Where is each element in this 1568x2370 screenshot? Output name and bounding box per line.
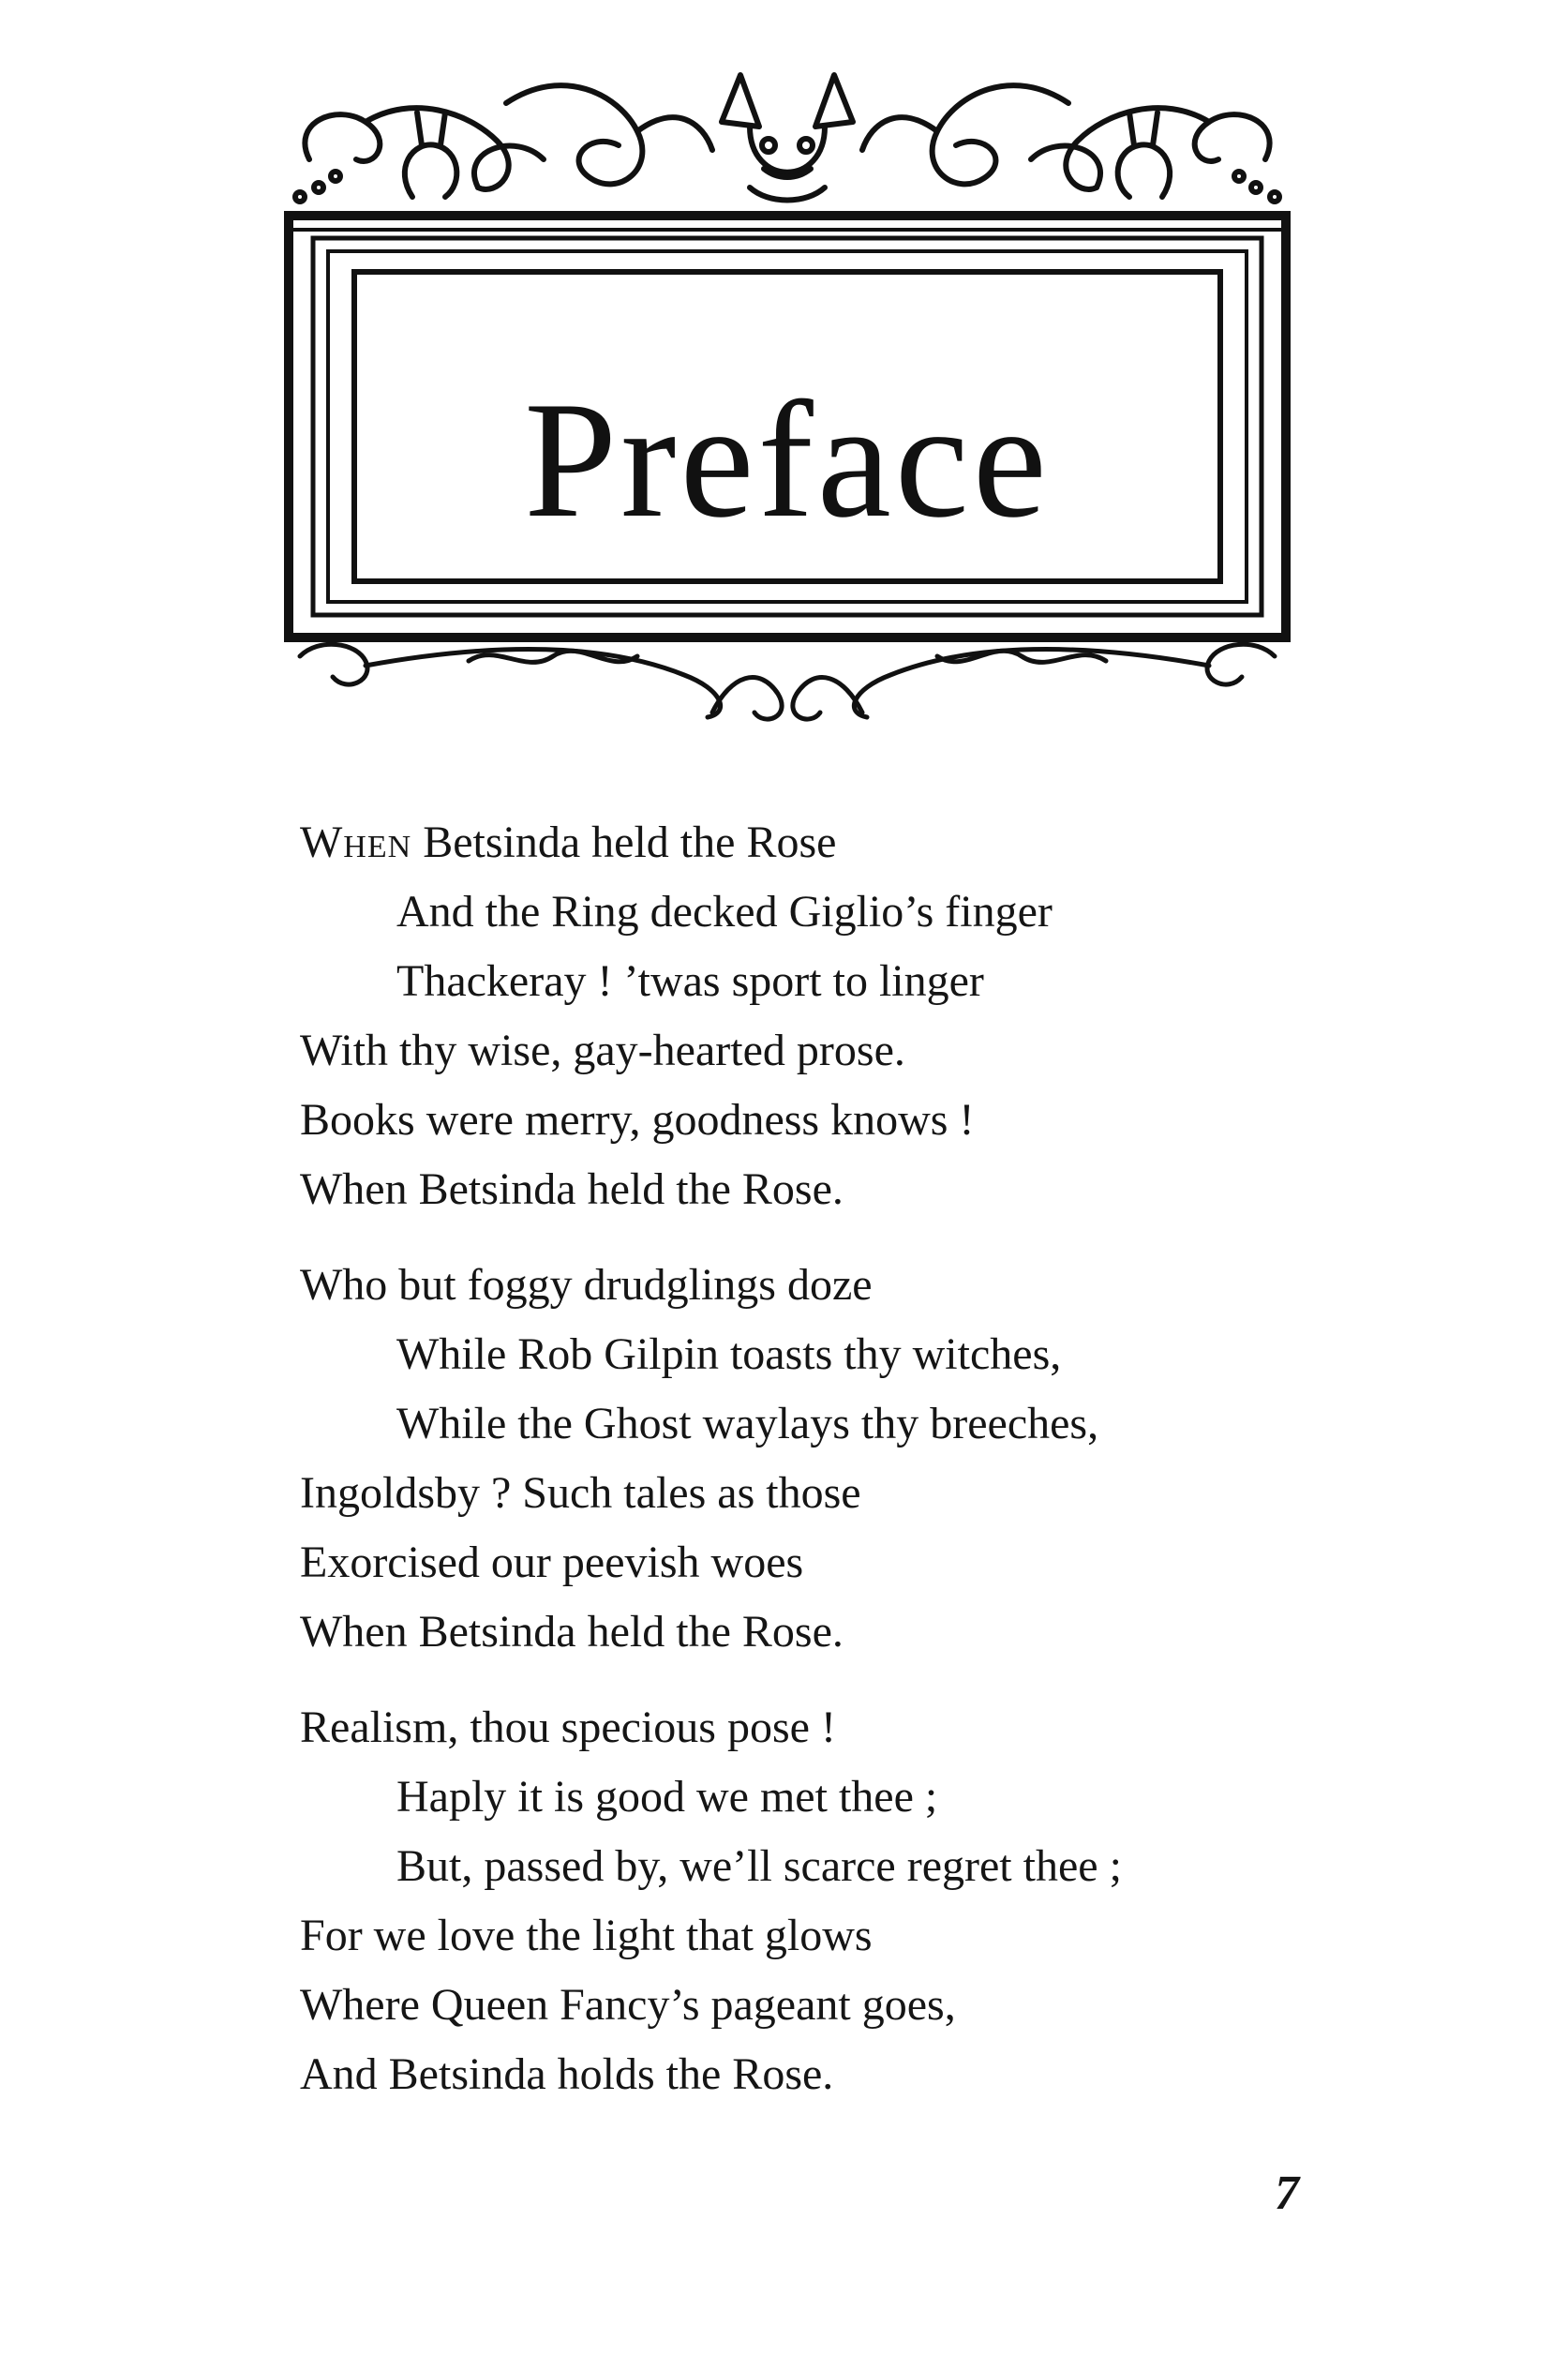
poem-line: For we love the light that glows (300, 1911, 873, 1960)
poem-line: And the Ring decked Giglio’s finger (396, 887, 1053, 937)
poem-line: Where Queen Fancy’s pageant goes, (300, 1980, 956, 2030)
poem-line: With thy wise, gay-hearted prose. (300, 1026, 905, 1075)
poem-line (300, 808, 1387, 878)
poem-line: Who but foggy drudglings doze (300, 1260, 873, 1310)
stanza-3 (300, 1693, 1387, 2109)
poem-line: When Betsinda held the Rose. (300, 1607, 844, 1657)
stanza-1 (300, 808, 1387, 1224)
poem-line: Thackeray ! ’twas sport to linger (396, 956, 984, 1006)
poem-line: Realism, thou specious pose ! (300, 1702, 836, 1752)
poem-line: While Rob Gilpin toasts thy witches, (396, 1329, 1062, 1379)
title-cartouche (281, 56, 1293, 731)
poem-line: Haply it is good we met thee ; (396, 1772, 938, 1822)
opening-word: When (300, 818, 412, 867)
stanza-2 (300, 1251, 1387, 1667)
poem-line: When Betsinda held the Rose. (300, 1164, 844, 1214)
opening-line-text: Betsinda held the Rose (411, 818, 837, 867)
poem-line: While the Ghost waylays thy breeches, (396, 1399, 1099, 1448)
poem-line: And Betsinda holds the Rose. (300, 2049, 834, 2099)
poem (300, 808, 1387, 2109)
page-title: Preface (524, 367, 1051, 552)
poem-line: Ingoldsby ? Such tales as those (300, 1468, 861, 1518)
poem-line: Exorcised our peevish woes (300, 1538, 804, 1587)
poem-line: But, passed by, we’ll scarce regret thee ; (396, 1841, 1122, 1891)
poem-line: Books were merry, goodness knows ! (300, 1095, 975, 1145)
page-number: 7 (1275, 2167, 1299, 2220)
